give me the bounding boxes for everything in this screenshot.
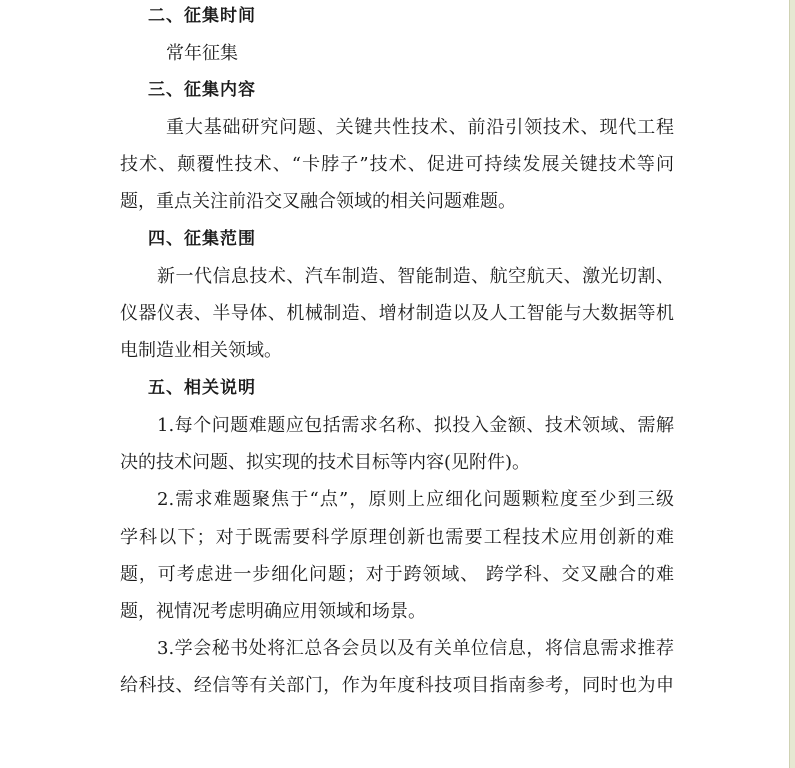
paragraph-line: 1.每个问题难题应包括需求名称、拟投入金额、技术领域、需解 xyxy=(157,415,674,436)
paragraph-line: 2.需求难题聚焦于“点”，原则上应细化问题颗粒度至少到三级 xyxy=(157,489,674,510)
paragraph-line: 电制造业相关领域。 xyxy=(120,340,282,361)
paragraph-line: 重大基础研究问题、关键共性技术、前沿引领技术、现代工程 xyxy=(166,117,674,138)
paragraph-line: 仪器仪表、半导体、机械制造、增材制造以及人工智能与大数据等机 xyxy=(120,303,674,324)
paragraph-line: 3.学会秘书处将汇总各会员以及有关单位信息，将信息需求推荐 xyxy=(157,638,674,659)
section-heading-scope: 四、征集范围 xyxy=(148,229,256,249)
paragraph-line: 常年征集 xyxy=(166,43,238,64)
paragraph-line: 题，视情况考虑明确应用领域和场景。 xyxy=(120,601,426,622)
paragraph-line: 题，可考虑进一步细化问题；对于跨领域、 跨学科、交叉融合的难 xyxy=(120,564,674,585)
page-edge-strip xyxy=(789,0,795,768)
section-heading-time: 二、征集时间 xyxy=(148,6,256,26)
paragraph-line: 技术、颠覆性技术、“卡脖子”技术、促进可持续发展关键技术等问 xyxy=(120,154,674,175)
paragraph-line: 决的技术问题、拟实现的技术目标等内容(见附件)。 xyxy=(120,452,531,473)
paragraph-line: 学科以下；对于既需要科学原理创新也需要工程技术应用创新的难 xyxy=(120,527,674,548)
paragraph-line: 给科技、经信等有关部门，作为年度科技项目指南参考，同时也为申 xyxy=(120,675,674,696)
section-heading-content: 三、征集内容 xyxy=(148,80,256,100)
section-heading-notes: 五、相关说明 xyxy=(148,378,256,398)
paragraph-line: 题，重点关注前沿交叉融合领域的相关问题难题。 xyxy=(120,191,516,212)
paragraph-line: 新一代信息技术、汽车制造、智能制造、航空航天、激光切割、 xyxy=(157,266,674,287)
